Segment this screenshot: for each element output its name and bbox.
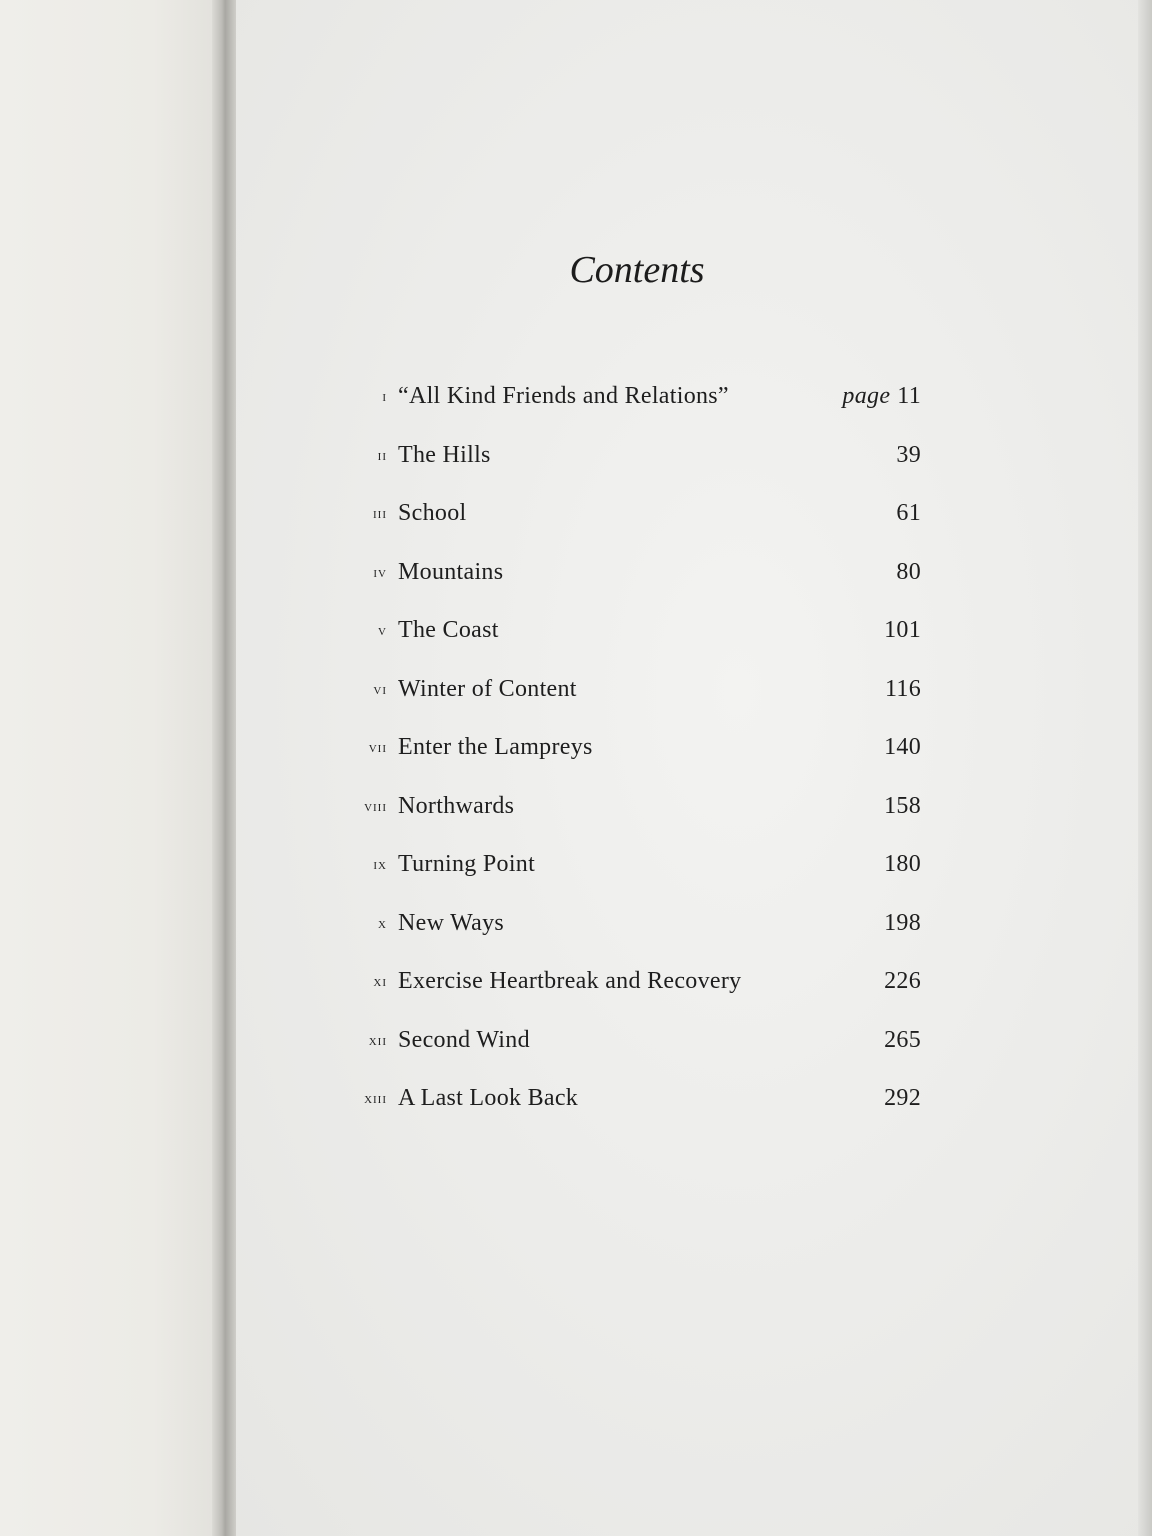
chapter-title: The Hills [398,441,491,468]
chapter-number: ii [377,447,387,464]
toc-entry [330,793,930,852]
toc-entry [330,1085,930,1144]
toc-entry [330,851,930,910]
toc-entry [330,559,930,618]
page-number: 140 [884,734,921,760]
chapter-number: vii [368,740,387,756]
chapter-number: x [378,915,387,932]
page-number-cell [842,383,921,410]
page-number: 80 [896,558,921,585]
chapter-title: A Last Look Back [398,1085,579,1111]
chapter-title: Exercise Heartbreak and Recovery [398,968,742,994]
toc-entry [330,1027,930,1086]
chapter-number: ix [373,857,387,873]
chapter-number: xiii [364,1091,387,1107]
page-number: 198 [884,909,921,936]
chapter-number: i [382,389,387,405]
page-number: 292 [884,1085,921,1111]
toc-entry [330,734,930,793]
chapter-title: The Coast [398,617,499,643]
page-number: 226 [884,968,921,994]
page-number: 265 [884,1026,921,1053]
page-prefix: page [842,383,891,409]
toc-entry [330,383,930,442]
left-page [0,0,218,1536]
page-number: 116 [884,675,921,702]
chapter-title: Second Wind [398,1026,530,1053]
page-number: 101 [884,617,921,643]
chapter-title: School [398,500,467,526]
page-number: 11 [897,383,921,409]
toc-entry [330,617,930,676]
page-number: 180 [884,851,921,877]
chapter-number: iv [373,564,387,581]
chapter-title: Northwards [398,792,515,819]
page-edge [1138,0,1152,1536]
chapter-number: v [378,623,387,639]
chapter-number: vi [373,681,387,698]
toc-entry [330,676,930,735]
chapter-title: Enter the Lampreys [398,734,593,760]
page-number: 61 [896,500,921,526]
toc-entry [330,968,930,1027]
page-number: 158 [884,792,921,819]
chapter-title: New Ways [398,909,505,936]
chapter-number: iii [373,506,387,522]
chapter-title: Winter of Content [398,675,577,702]
table-of-contents [330,383,930,1144]
chapter-title: “All Kind Friends and Relations” [398,383,729,409]
toc-entry [330,442,930,501]
toc-entry [330,910,930,969]
page-title: Contents [569,249,705,291]
chapter-number: xi [373,974,387,990]
chapter-number: viii [364,798,387,815]
book-gutter [212,0,236,1536]
chapter-title: Turning Point [398,851,536,877]
chapter-title: Mountains [398,558,504,585]
page-number: 39 [896,441,921,468]
toc-entry [330,500,930,559]
chapter-number: xii [368,1032,387,1049]
